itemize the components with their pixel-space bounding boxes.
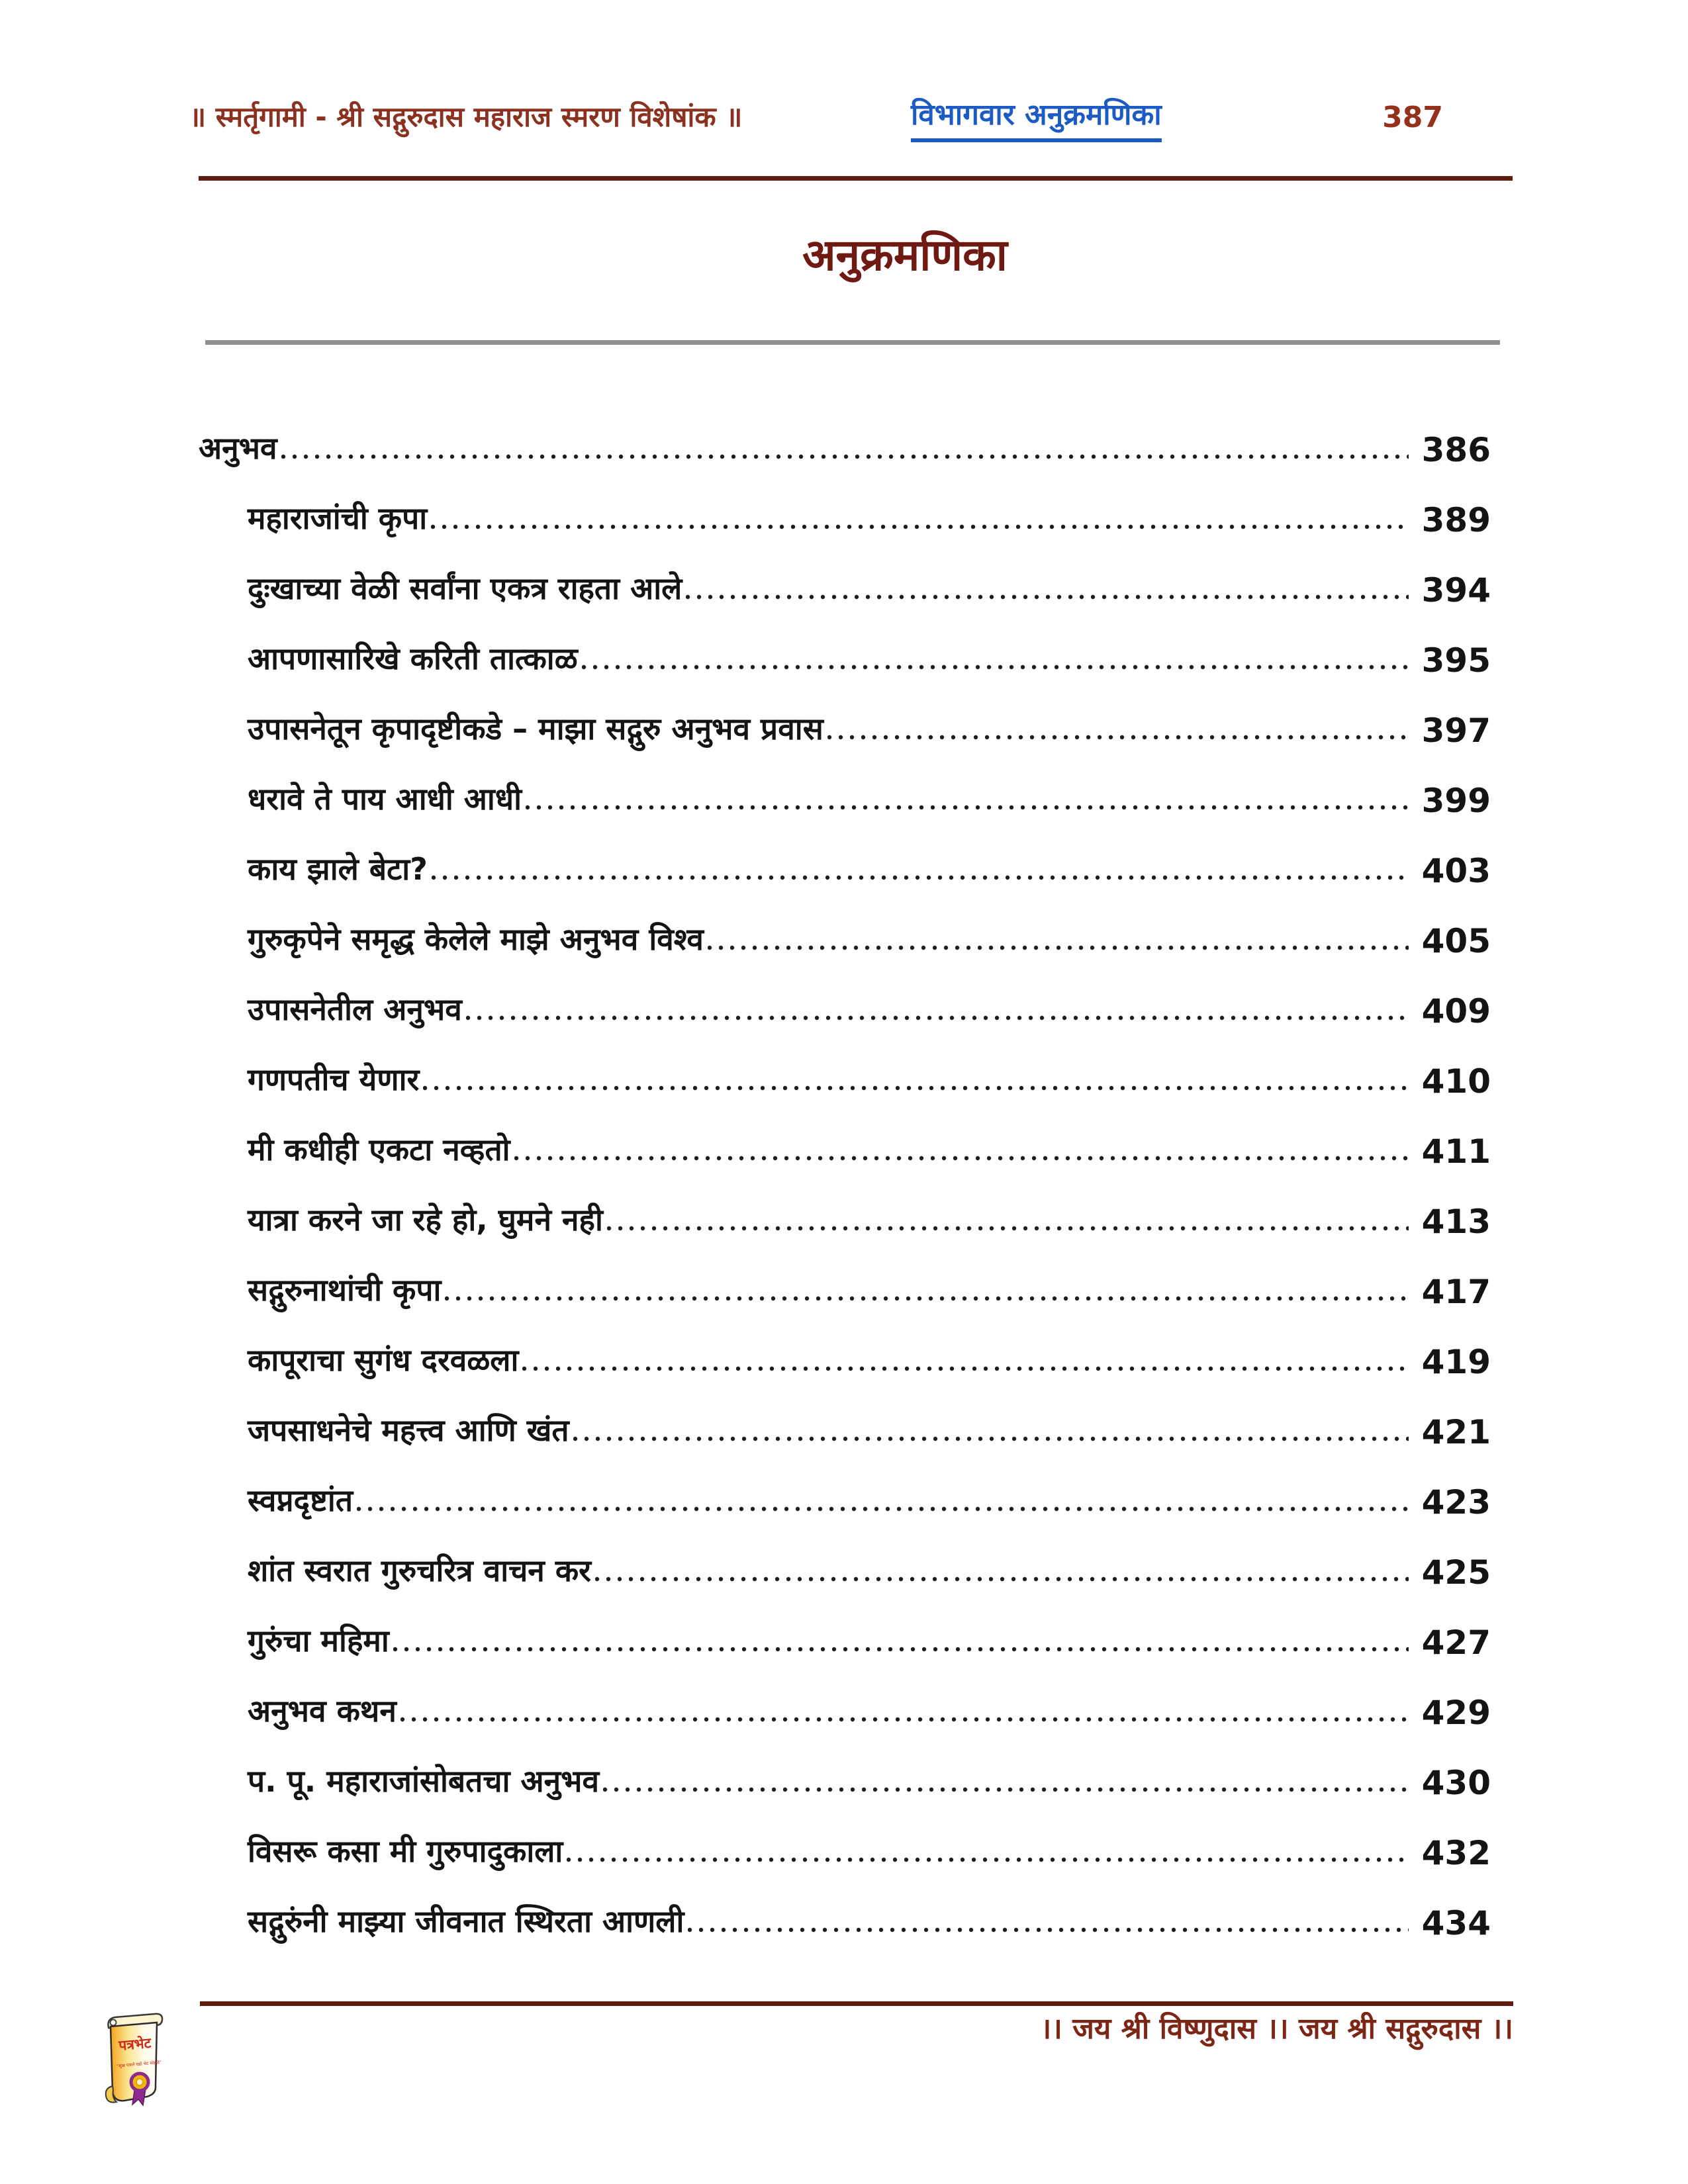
toc-leader-dots bbox=[423, 1084, 1409, 1092]
toc-row[interactable] bbox=[199, 1590, 1491, 1660]
toc-page-number: 397 bbox=[1421, 711, 1491, 750]
toc-leader-dots bbox=[432, 874, 1409, 882]
toc-page-number: 417 bbox=[1421, 1272, 1491, 1311]
toc-page-number: 394 bbox=[1421, 570, 1491, 610]
toc-leader-dots bbox=[688, 1926, 1409, 1934]
header-page-number: 387 bbox=[1382, 101, 1443, 134]
toc-leader-dots bbox=[281, 453, 1409, 461]
toc-row[interactable] bbox=[199, 1099, 1491, 1169]
toc-entry-label: काय झाले बेटा? bbox=[248, 850, 428, 887]
toc-leader-dots bbox=[400, 1715, 1409, 1723]
toc-row[interactable] bbox=[199, 748, 1491, 818]
title-divider-rule bbox=[205, 340, 1500, 345]
toc-entry-label: गुरुंचा महिमा bbox=[248, 1622, 389, 1659]
logo-tagline-text: “सुख पत्राने घडो भेट सोहळे” bbox=[116, 2060, 162, 2069]
toc-page-number: 411 bbox=[1421, 1132, 1491, 1171]
toc-page-number: 386 bbox=[1421, 430, 1491, 469]
toc-leader-dots bbox=[582, 663, 1409, 671]
toc-row[interactable] bbox=[199, 958, 1491, 1028]
toc-row[interactable] bbox=[199, 818, 1491, 888]
toc-leader-dots bbox=[827, 733, 1409, 741]
toc-page-number: 413 bbox=[1421, 1202, 1491, 1241]
toc-page-number: 410 bbox=[1421, 1062, 1491, 1101]
toc-leader-dots bbox=[522, 1365, 1409, 1373]
toc-page-number: 430 bbox=[1421, 1763, 1491, 1802]
toc-row[interactable] bbox=[199, 1309, 1491, 1379]
toc-entry-label: उपासनेतून कृपादृष्टीकडे – माझा सद्गुरु अनुभव प्रवास bbox=[248, 710, 823, 747]
logo-title-text: पत्रभेट bbox=[118, 2034, 152, 2054]
toc-page-number: 429 bbox=[1421, 1693, 1491, 1732]
toc-page-number: 405 bbox=[1421, 921, 1491, 960]
toc-entry-label: विसरू कसा मी गुरुपादुकाला bbox=[248, 1833, 563, 1869]
toc-leader-dots bbox=[466, 1014, 1409, 1022]
toc-page-number: 419 bbox=[1421, 1342, 1491, 1381]
toc-page-number: 395 bbox=[1421, 641, 1491, 680]
toc-leader-dots bbox=[595, 1575, 1409, 1583]
toc-row[interactable] bbox=[199, 1520, 1491, 1590]
footer-blessing: ।। जय श्री विष्णुदास ।। जय श्री सद्गुरुदास ।। bbox=[1040, 2012, 1513, 2046]
toc-leader-dots bbox=[567, 1856, 1409, 1864]
toc-entry-label: जपसाधनेचे महत्त्व आणि खंत bbox=[248, 1412, 569, 1448]
toc-row[interactable] bbox=[199, 537, 1491, 608]
header-section-link[interactable]: विभागवार अनुक्रमणिका bbox=[911, 98, 1162, 142]
toc-entry-label: प. पू. महाराजांसोबतचा अनुभव bbox=[248, 1762, 600, 1799]
toc-page-number: 389 bbox=[1421, 500, 1491, 539]
toc-entry-label: कापूराचा सुगंध दरवळला bbox=[248, 1342, 519, 1378]
footer-rule bbox=[200, 2001, 1513, 2006]
toc-leader-dots bbox=[393, 1645, 1409, 1653]
toc-row[interactable] bbox=[199, 1870, 1491, 1940]
toc-page-number: 421 bbox=[1421, 1412, 1491, 1451]
toc-entry-label: गणपतीच येणार bbox=[248, 1061, 420, 1097]
toc-leader-dots bbox=[686, 593, 1409, 601]
toc-row[interactable] bbox=[199, 1449, 1491, 1520]
toc-list bbox=[199, 397, 1491, 1940]
header-rule bbox=[199, 176, 1513, 181]
toc-leader-dots bbox=[573, 1435, 1409, 1443]
toc-entry-label: यात्रा करने जा रहे हो, घुमने नही bbox=[248, 1201, 603, 1238]
toc-row[interactable] bbox=[199, 1028, 1491, 1099]
toc-page-number: 425 bbox=[1421, 1553, 1491, 1592]
toc-entry-label: सद्गुरुनाथांची कृपा bbox=[248, 1271, 442, 1308]
toc-row[interactable] bbox=[199, 888, 1491, 958]
toc-entry-label: सद्गुरुंनी माझ्या जीवनात स्थिरता आणली bbox=[248, 1903, 684, 1939]
toc-leader-dots bbox=[526, 803, 1409, 811]
toc-page-number: 423 bbox=[1421, 1482, 1491, 1522]
toc-entry-label: गुरुकृपेने समृद्ध केलेले माझे अनुभव विश्व bbox=[248, 921, 704, 957]
header-book-title: ॥ स्मर्तृगामी - श्री सद्गुरुदास महाराज स्मरण विशेषांक ॥ bbox=[189, 101, 743, 133]
toc-entry-label: दुःखाच्या वेळी सर्वांना एकत्र राहता आले bbox=[248, 570, 682, 606]
toc-leader-dots bbox=[431, 523, 1409, 531]
toc-leader-dots bbox=[357, 1505, 1409, 1513]
toc-entry-label: आपणासारिखे करिती तात्काळ bbox=[248, 640, 578, 676]
page-title: अनुक्रमणिका bbox=[802, 230, 1008, 281]
toc-row[interactable] bbox=[199, 1239, 1491, 1309]
toc-row[interactable] bbox=[199, 397, 1491, 467]
rosette-center bbox=[136, 2079, 143, 2085]
toc-page-number: 432 bbox=[1421, 1833, 1491, 1872]
scroll-roll-hole bbox=[111, 2020, 117, 2026]
toc-leader-dots bbox=[514, 1154, 1409, 1162]
toc-row[interactable] bbox=[199, 1169, 1491, 1239]
toc-leader-dots bbox=[607, 1224, 1409, 1232]
toc-row[interactable] bbox=[199, 1660, 1491, 1730]
toc-entry-label: मी कधीही एकटा नव्हतो bbox=[248, 1131, 510, 1167]
toc-row[interactable] bbox=[199, 1379, 1491, 1449]
toc-leader-dots bbox=[708, 944, 1409, 952]
toc-leader-dots bbox=[603, 1786, 1409, 1794]
toc-row[interactable] bbox=[199, 608, 1491, 678]
toc-row[interactable] bbox=[199, 467, 1491, 537]
toc-entry-label: उपासनेतील अनुभव bbox=[248, 991, 462, 1027]
toc-page-number: 399 bbox=[1421, 781, 1491, 820]
toc-entry-label: अनुभव कथन bbox=[248, 1692, 397, 1729]
toc-page-number: 409 bbox=[1421, 991, 1491, 1030]
toc-page-number: 434 bbox=[1421, 1903, 1491, 1942]
toc-row[interactable] bbox=[199, 1730, 1491, 1800]
toc-page-number: 427 bbox=[1421, 1623, 1491, 1662]
toc-leader-dots bbox=[445, 1295, 1409, 1302]
toc-entry-label: अनुभव bbox=[199, 430, 277, 466]
toc-entry-label: धरावे ते पाय आधी आधी bbox=[248, 780, 522, 817]
patrabhet-logo bbox=[93, 2012, 169, 2116]
toc-row[interactable] bbox=[199, 678, 1491, 748]
toc-entry-label: शांत स्वरात गुरुचरित्र वाचन कर bbox=[248, 1552, 591, 1588]
toc-entry-label: स्वप्नदृष्टांत bbox=[248, 1482, 353, 1518]
toc-entry-label: महाराजांची कृपा bbox=[248, 500, 428, 536]
toc-row[interactable] bbox=[199, 1800, 1491, 1870]
toc-page-number: 403 bbox=[1421, 851, 1491, 890]
